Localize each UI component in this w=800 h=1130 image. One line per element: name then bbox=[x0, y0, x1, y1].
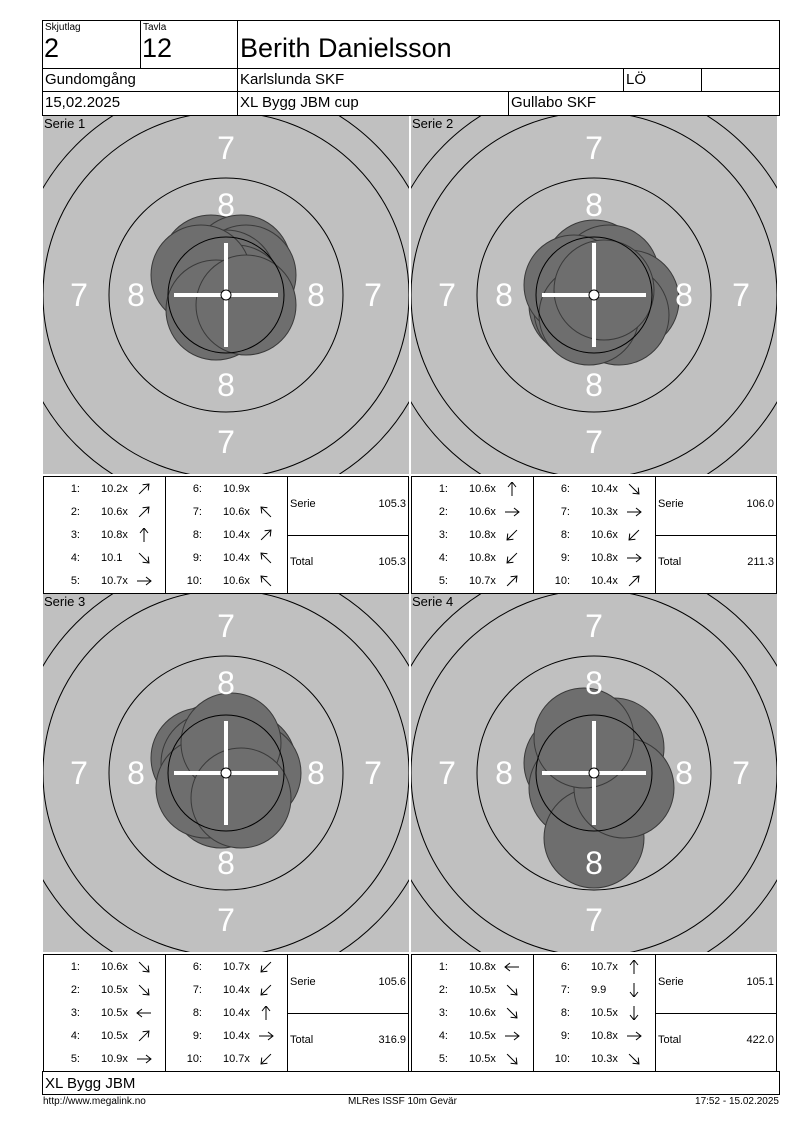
target-serie-1 bbox=[43, 116, 409, 474]
ring-number-7-left: 7 bbox=[70, 277, 88, 313]
ring-number-8-bottom: 8 bbox=[585, 367, 603, 403]
serie-sum-value: 105.3 bbox=[378, 498, 406, 510]
ring-number-7-right: 7 bbox=[732, 277, 750, 313]
shot-score: 10.6x bbox=[469, 483, 496, 495]
shot-score: 10.8x bbox=[101, 529, 128, 541]
shot-column-1 bbox=[412, 477, 534, 593]
skjutlag-label: Skjutlag bbox=[45, 22, 81, 33]
total-sum-label: Total bbox=[290, 1034, 314, 1046]
tavla-value: 12 bbox=[142, 33, 173, 63]
serie-sum-label: Serie bbox=[658, 976, 684, 988]
shot-score: 10.4x bbox=[223, 552, 250, 564]
total-row bbox=[656, 535, 776, 593]
shot-score: 10.5x bbox=[469, 984, 496, 996]
shot-row bbox=[166, 570, 288, 592]
club-cell bbox=[237, 68, 624, 92]
shot-score: 10.4x bbox=[223, 529, 250, 541]
shot-number: 7: bbox=[560, 506, 570, 518]
lo-label: LÖ bbox=[626, 71, 647, 88]
total-sum-label: Total bbox=[658, 1034, 682, 1046]
shot-row bbox=[534, 1002, 656, 1024]
shot-number: 6: bbox=[192, 483, 202, 495]
direction-arrow-icon bbox=[504, 505, 520, 519]
competition-value: XL Bygg JBM cup bbox=[240, 94, 359, 111]
direction-arrow-icon bbox=[136, 960, 152, 974]
target-graphic bbox=[411, 594, 777, 952]
ring-number-7-right: 7 bbox=[732, 755, 750, 791]
shot-score: 10.6x bbox=[591, 529, 618, 541]
shot-number: 2: bbox=[438, 984, 448, 996]
direction-arrow-icon bbox=[136, 1006, 152, 1020]
direction-arrow-icon bbox=[626, 482, 642, 496]
ring-number-7-right: 7 bbox=[364, 755, 382, 791]
direction-arrow-icon bbox=[258, 1052, 274, 1066]
direction-arrow-icon bbox=[626, 528, 642, 542]
shot-number: 7: bbox=[560, 984, 570, 996]
shot-score: 10.8x bbox=[469, 961, 496, 973]
direction-arrow-icon bbox=[258, 482, 274, 496]
direction-arrow-icon bbox=[626, 983, 642, 997]
shot-row bbox=[166, 524, 288, 546]
total-row bbox=[656, 1013, 776, 1071]
ring-number-8-right: 8 bbox=[675, 755, 693, 791]
shot-score: 10.6x bbox=[469, 506, 496, 518]
summary-panel bbox=[656, 955, 776, 1071]
date-value: 15,02.2025 bbox=[45, 94, 121, 111]
shot-number: 3: bbox=[438, 529, 448, 541]
shot-row bbox=[166, 478, 288, 500]
shot-number: 5: bbox=[438, 1053, 448, 1065]
shot-number: 4: bbox=[438, 1030, 448, 1042]
shot-direction bbox=[258, 574, 274, 596]
shot-number: 3: bbox=[70, 529, 80, 541]
direction-arrow-icon bbox=[504, 1029, 520, 1043]
serie-label: Serie 4 bbox=[412, 594, 454, 609]
shot-column-1 bbox=[44, 477, 166, 593]
shot-score: 10.8x bbox=[591, 1030, 618, 1042]
total-sum-value: 105.3 bbox=[378, 556, 406, 568]
shot-row bbox=[534, 524, 656, 546]
shot-score: 10.4x bbox=[223, 1030, 250, 1042]
direction-arrow-icon bbox=[136, 528, 152, 542]
shot-score: 10.1 bbox=[101, 552, 123, 564]
shot-score: 10.6x bbox=[223, 575, 250, 587]
shot-score: 9.9 bbox=[591, 984, 607, 996]
organizer-value: Gullabo SKF bbox=[511, 94, 597, 111]
shot-score: 10.7x bbox=[591, 961, 618, 973]
shot-score: 10.5x bbox=[101, 1007, 128, 1019]
direction-arrow-icon bbox=[504, 482, 520, 496]
shot-row bbox=[534, 956, 656, 978]
shot-row bbox=[44, 1025, 166, 1047]
shot-column-2 bbox=[534, 477, 656, 593]
shot-number: 10: bbox=[554, 1053, 570, 1065]
shot-number: 8: bbox=[192, 529, 202, 541]
date-cell bbox=[42, 91, 238, 116]
shot-number: 10: bbox=[186, 575, 202, 587]
serie-label: Serie 1 bbox=[44, 116, 86, 131]
ring-number-8-left: 8 bbox=[495, 277, 513, 313]
shot-number: 10: bbox=[186, 1053, 202, 1065]
ring-number-7-bottom: 7 bbox=[585, 424, 603, 460]
skjutlag-cell bbox=[42, 20, 141, 69]
shot-row bbox=[412, 570, 534, 592]
shot-direction bbox=[136, 574, 152, 596]
ring-number-7-left: 7 bbox=[70, 755, 88, 791]
class-cell bbox=[42, 68, 238, 92]
bottom-title-cell bbox=[42, 1071, 780, 1095]
ring-number-8-right: 8 bbox=[307, 277, 325, 313]
scorebox-serie-3 bbox=[43, 954, 409, 1072]
ring-number-7-bottom: 7 bbox=[217, 424, 235, 460]
total-row bbox=[288, 1013, 408, 1071]
direction-arrow-icon bbox=[258, 1006, 274, 1020]
shot-row bbox=[44, 478, 166, 500]
summary-panel bbox=[288, 955, 408, 1071]
shot-score: 10.5x bbox=[469, 1030, 496, 1042]
shooter-name-cell bbox=[237, 20, 780, 69]
shot-direction bbox=[626, 574, 642, 596]
shot-score: 10.4x bbox=[591, 575, 618, 587]
ring-number-8-left: 8 bbox=[495, 755, 513, 791]
shot-row bbox=[166, 1002, 288, 1024]
shot-row bbox=[44, 501, 166, 523]
shot-number: 1: bbox=[438, 483, 448, 495]
serie-sum-value: 106.0 bbox=[746, 498, 774, 510]
shot-row bbox=[412, 1002, 534, 1024]
direction-arrow-icon bbox=[626, 1029, 642, 1043]
class-value: Gundomgång bbox=[45, 71, 136, 88]
shot-number: 2: bbox=[70, 506, 80, 518]
shot-score: 10.5x bbox=[101, 984, 128, 996]
shot-score: 10.9x bbox=[101, 1053, 128, 1065]
shot-number: 3: bbox=[70, 1007, 80, 1019]
shot-hole-10 bbox=[554, 240, 654, 340]
shot-direction bbox=[504, 574, 520, 596]
shot-row bbox=[166, 1025, 288, 1047]
target-serie-3 bbox=[43, 594, 409, 952]
shot-row bbox=[44, 570, 166, 592]
shot-row bbox=[534, 1025, 656, 1047]
shot-score: 10.5x bbox=[591, 1007, 618, 1019]
center-dot bbox=[221, 290, 231, 300]
direction-arrow-icon bbox=[504, 574, 520, 588]
direction-arrow-icon bbox=[136, 983, 152, 997]
tavla-cell bbox=[140, 20, 238, 69]
total-sum-label: Total bbox=[658, 556, 682, 568]
shot-row bbox=[44, 1048, 166, 1070]
shot-number: 6: bbox=[560, 961, 570, 973]
shot-row bbox=[166, 956, 288, 978]
shot-number: 2: bbox=[438, 506, 448, 518]
shot-score: 10.6x bbox=[223, 506, 250, 518]
shot-score: 10.7x bbox=[101, 575, 128, 587]
direction-arrow-icon bbox=[258, 960, 274, 974]
direction-arrow-icon bbox=[136, 1052, 152, 1066]
shot-column-1 bbox=[44, 955, 166, 1071]
shot-number: 8: bbox=[192, 1007, 202, 1019]
serie-row bbox=[288, 477, 408, 536]
direction-arrow-icon bbox=[136, 482, 152, 496]
total-sum-value: 422.0 bbox=[746, 1034, 774, 1046]
shot-row bbox=[534, 979, 656, 1001]
target-graphic bbox=[43, 594, 409, 952]
serie-sum-label: Serie bbox=[290, 498, 316, 510]
direction-arrow-icon bbox=[626, 1006, 642, 1020]
shot-row bbox=[166, 1048, 288, 1070]
shot-row bbox=[166, 501, 288, 523]
ring-number-8-bottom: 8 bbox=[217, 367, 235, 403]
direction-arrow-icon bbox=[626, 960, 642, 974]
ring-number-8-top: 8 bbox=[585, 187, 603, 223]
shot-number: 1: bbox=[438, 961, 448, 973]
ring-number-8-top: 8 bbox=[585, 665, 603, 701]
skjutlag-value: 2 bbox=[44, 33, 60, 63]
direction-arrow-icon bbox=[504, 1006, 520, 1020]
shot-holes bbox=[524, 220, 679, 365]
footer-url[interactable]: http://www.megalink.no bbox=[43, 1096, 146, 1107]
total-sum-value: 211.3 bbox=[747, 556, 774, 568]
serie-sum-value: 105.1 bbox=[746, 976, 774, 988]
serie-label: Serie 2 bbox=[412, 116, 454, 131]
shot-score: 10.8x bbox=[469, 529, 496, 541]
shot-score: 10.5x bbox=[469, 1053, 496, 1065]
direction-arrow-icon bbox=[136, 551, 152, 565]
direction-arrow-icon bbox=[258, 528, 274, 542]
ring-number-7-bottom: 7 bbox=[585, 902, 603, 938]
shot-score: 10.5x bbox=[101, 1030, 128, 1042]
shot-score: 10.6x bbox=[101, 961, 128, 973]
direction-arrow-icon bbox=[258, 1029, 274, 1043]
shot-hole-10 bbox=[191, 748, 291, 848]
target-graphic bbox=[43, 116, 409, 474]
summary-panel bbox=[288, 477, 408, 593]
shot-number: 8: bbox=[560, 529, 570, 541]
shot-row bbox=[412, 1025, 534, 1047]
shot-row bbox=[412, 478, 534, 500]
shot-row bbox=[44, 979, 166, 1001]
shot-row bbox=[166, 547, 288, 569]
direction-arrow-icon bbox=[136, 574, 152, 588]
shot-number: 5: bbox=[70, 1053, 80, 1065]
shot-score: 10.4x bbox=[223, 984, 250, 996]
target-serie-2 bbox=[411, 116, 777, 474]
shot-row bbox=[166, 979, 288, 1001]
ring-number-7-top: 7 bbox=[585, 130, 603, 166]
scorebox-serie-4 bbox=[411, 954, 777, 1072]
direction-arrow-icon bbox=[504, 1052, 520, 1066]
shot-number: 9: bbox=[192, 1030, 202, 1042]
shot-number: 9: bbox=[560, 552, 570, 564]
bottom-title: XL Bygg JBM bbox=[45, 1075, 136, 1092]
shot-row bbox=[44, 956, 166, 978]
serie-row bbox=[288, 955, 408, 1014]
shot-number: 1: bbox=[70, 961, 80, 973]
shot-row bbox=[412, 979, 534, 1001]
direction-arrow-icon bbox=[626, 574, 642, 588]
lo-value-cell bbox=[701, 68, 780, 92]
scorebox-serie-1 bbox=[43, 476, 409, 594]
ring-number-8-top: 8 bbox=[217, 665, 235, 701]
shot-number: 9: bbox=[192, 552, 202, 564]
shot-row bbox=[534, 1048, 656, 1070]
center-dot bbox=[589, 768, 599, 778]
direction-arrow-icon bbox=[258, 574, 274, 588]
ring-number-7-left: 7 bbox=[438, 755, 456, 791]
summary-panel bbox=[656, 477, 776, 593]
direction-arrow-icon bbox=[626, 551, 642, 565]
shot-column-1 bbox=[412, 955, 534, 1071]
shot-row bbox=[44, 524, 166, 546]
direction-arrow-icon bbox=[258, 551, 274, 565]
serie-sum-value: 105.6 bbox=[378, 976, 406, 988]
shot-row bbox=[412, 547, 534, 569]
shot-score: 10.6x bbox=[101, 506, 128, 518]
direction-arrow-icon bbox=[504, 551, 520, 565]
shot-score: 10.8x bbox=[591, 552, 618, 564]
shot-number: 4: bbox=[70, 552, 80, 564]
shot-score: 10.3x bbox=[591, 506, 618, 518]
direction-arrow-icon bbox=[258, 983, 274, 997]
shot-number: 7: bbox=[192, 984, 202, 996]
shot-row bbox=[534, 570, 656, 592]
serie-row bbox=[656, 477, 776, 536]
shot-number: 10: bbox=[554, 575, 570, 587]
shot-score: 10.8x bbox=[469, 552, 496, 564]
total-sum-label: Total bbox=[290, 556, 314, 568]
tavla-label: Tavla bbox=[143, 22, 167, 33]
ring-number-7-left: 7 bbox=[438, 277, 456, 313]
ring-number-7-top: 7 bbox=[585, 608, 603, 644]
target-graphic bbox=[411, 116, 777, 474]
direction-arrow-icon bbox=[504, 528, 520, 542]
shot-row bbox=[534, 478, 656, 500]
ring-number-7-bottom: 7 bbox=[217, 902, 235, 938]
shot-number: 4: bbox=[70, 1030, 80, 1042]
shot-number: 7: bbox=[192, 506, 202, 518]
shot-score: 10.7x bbox=[469, 575, 496, 587]
shot-number: 5: bbox=[70, 575, 80, 587]
serie-sum-label: Serie bbox=[290, 976, 316, 988]
shot-row bbox=[44, 1002, 166, 1024]
competition-cell bbox=[237, 91, 509, 116]
direction-arrow-icon bbox=[258, 505, 274, 519]
ring-number-7-top: 7 bbox=[217, 608, 235, 644]
shot-score: 10.7x bbox=[223, 1053, 250, 1065]
direction-arrow-icon bbox=[504, 960, 520, 974]
direction-arrow-icon bbox=[626, 505, 642, 519]
club-value: Karlslunda SKF bbox=[240, 71, 345, 88]
shot-number: 6: bbox=[192, 961, 202, 973]
shot-row bbox=[412, 956, 534, 978]
shot-number: 6: bbox=[560, 483, 570, 495]
ring-number-8-bottom: 8 bbox=[217, 845, 235, 881]
shot-row bbox=[412, 501, 534, 523]
total-row bbox=[288, 535, 408, 593]
shot-score: 10.9x bbox=[223, 483, 250, 495]
target-serie-4 bbox=[411, 594, 777, 952]
shot-number: 9: bbox=[560, 1030, 570, 1042]
direction-arrow-icon bbox=[504, 983, 520, 997]
shot-row bbox=[534, 501, 656, 523]
ring-number-8-right: 8 bbox=[675, 277, 693, 313]
shot-column-2 bbox=[166, 477, 288, 593]
direction-arrow-icon bbox=[626, 1052, 642, 1066]
lo-cell bbox=[623, 68, 702, 92]
shot-score: 10.4x bbox=[223, 1007, 250, 1019]
serie-label: Serie 3 bbox=[44, 594, 86, 609]
footer-timestamp: 17:52 - 15.02.2025 bbox=[695, 1096, 779, 1107]
shot-column-2 bbox=[166, 955, 288, 1071]
serie-sum-label: Serie bbox=[658, 498, 684, 510]
shot-row bbox=[412, 524, 534, 546]
shot-row bbox=[44, 547, 166, 569]
shot-hole-10 bbox=[196, 255, 296, 355]
footer-software: MLRes ISSF 10m Gevär bbox=[348, 1096, 457, 1107]
direction-arrow-icon bbox=[136, 505, 152, 519]
ring-number-8-top: 8 bbox=[217, 187, 235, 223]
shot-row bbox=[534, 547, 656, 569]
shot-number: 2: bbox=[70, 984, 80, 996]
shot-number: 3: bbox=[438, 1007, 448, 1019]
direction-arrow-icon bbox=[136, 1029, 152, 1043]
ring-number-7-top: 7 bbox=[217, 130, 235, 166]
shot-score: 10.3x bbox=[591, 1053, 618, 1065]
shot-score: 10.4x bbox=[591, 483, 618, 495]
scorebox-serie-2 bbox=[411, 476, 777, 594]
shot-column-2 bbox=[534, 955, 656, 1071]
ring-number-8-left: 8 bbox=[127, 755, 145, 791]
shot-score: 10.7x bbox=[223, 961, 250, 973]
center-dot bbox=[589, 290, 599, 300]
shot-number: 1: bbox=[70, 483, 80, 495]
shot-score: 10.6x bbox=[469, 1007, 496, 1019]
ring-number-8-right: 8 bbox=[307, 755, 325, 791]
shot-number: 4: bbox=[438, 552, 448, 564]
shot-score: 10.2x bbox=[101, 483, 128, 495]
shot-number: 5: bbox=[438, 575, 448, 587]
shooter-name: Berith Danielsson bbox=[240, 33, 452, 63]
shot-row bbox=[412, 1048, 534, 1070]
serie-row bbox=[656, 955, 776, 1014]
shot-number: 8: bbox=[560, 1007, 570, 1019]
total-sum-value: 316.9 bbox=[378, 1034, 406, 1046]
organizer-cell bbox=[508, 91, 780, 116]
ring-number-8-left: 8 bbox=[127, 277, 145, 313]
ring-number-7-right: 7 bbox=[364, 277, 382, 313]
center-dot bbox=[221, 768, 231, 778]
ring-number-8-bottom: 8 bbox=[585, 845, 603, 881]
